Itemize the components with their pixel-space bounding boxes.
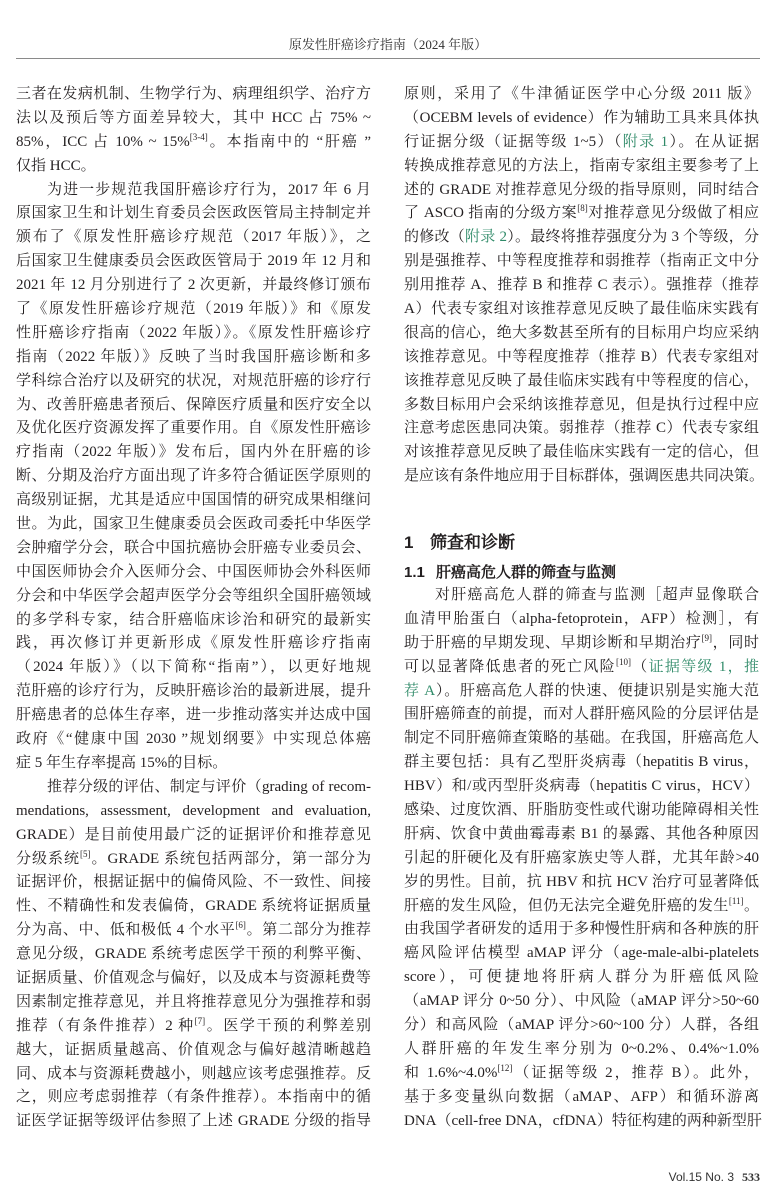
text-line xyxy=(404,1086,759,1110)
text-line xyxy=(404,1038,759,1062)
text-line xyxy=(16,1039,371,1063)
text-line xyxy=(16,274,371,298)
text-segment: （2024 年版）》（以下简称“指南”），以更好地规 xyxy=(16,659,371,676)
text-line xyxy=(16,441,371,465)
text-segment: 2021 年 12 月分别进行了 2 次更新，并最终修订颁布 xyxy=(16,277,371,294)
text-segment: （证据等级 2，推荐 B）。此外， xyxy=(512,1064,759,1081)
text-line xyxy=(16,776,371,800)
text-segment: 该推荐意见。中等程度推荐（推荐 B）代表专家组对 xyxy=(404,348,759,365)
citation-ref[interactable]: [8] xyxy=(577,203,588,214)
text-segment: 后国家卫生健康委员会医政医管局于 2019 年 12 月和 xyxy=(16,253,371,270)
text-segment: 多数目标用户会采纳该推荐意见，但是执行过程中应 xyxy=(404,396,759,413)
text-segment: 三者在发病机制、生物学行为、病理组织学、治疗方 xyxy=(16,86,371,102)
text-segment: 同、成本与资源耗费越小，则越应该考虑强推荐。反 xyxy=(16,1065,371,1082)
text-segment: 因素制定推荐意见，并且将推荐意见分为强推荐和弱 xyxy=(16,993,371,1010)
journal-issue: Vol.15 No. 3 xyxy=(668,1170,734,1184)
text-segment: 原则，采用了《牛津循证医学中心分级 2011 版》 xyxy=(404,86,759,102)
text-line xyxy=(404,656,759,680)
text-segment: 。医学干预的利弊差别 xyxy=(205,1017,371,1034)
cross-reference-link[interactable]: 附录 1 xyxy=(622,133,669,150)
text-segment: 越大，证据质量越高、价值观念与偏好越清晰越趋 xyxy=(16,1041,371,1058)
text-line xyxy=(404,83,759,107)
text-line xyxy=(404,370,759,394)
text-segment: 性、不精确性和发表偏倚，GRADE 系统将证据质量 xyxy=(16,898,371,915)
text-line xyxy=(404,179,759,203)
text-line xyxy=(16,1063,371,1087)
text-line xyxy=(16,704,371,728)
text-line xyxy=(16,465,371,489)
section-number: 1 xyxy=(404,533,414,552)
text-segment: 证据质量、价值观念与偏好，以及成本与资源耗费等 xyxy=(16,969,371,986)
text-line xyxy=(16,417,371,441)
text-line xyxy=(16,1086,371,1110)
text-segment: 引起的肝硬化及有肝癌家族史等人群，尤其年龄>40 xyxy=(404,849,759,866)
text-line xyxy=(16,155,371,179)
text-segment: 对推荐意见分级做了相应 xyxy=(587,205,759,222)
text-segment: 颁布了《原发性肝癌诊疗规范（2017 年版）》，之 xyxy=(16,229,371,246)
text-segment: 疗指南（2022 年版）》发布后，国内外在肝癌的诊 xyxy=(16,444,371,461)
text-line xyxy=(16,943,371,967)
citation-ref[interactable]: [3-4] xyxy=(189,131,208,142)
text-segment: 制定不同肝癌筛查策略的基础。在我国，肝癌高危人 xyxy=(404,730,759,747)
text-line xyxy=(404,632,759,656)
text-line xyxy=(16,919,371,943)
text-segment: ）。在从证据 xyxy=(668,133,759,150)
text-segment: 分为高、中、低和极低 4 个水平 xyxy=(16,922,236,939)
text-segment: 和 1.6%~4.0% xyxy=(404,1064,498,1081)
text-line xyxy=(404,799,759,823)
text-segment: 。第二部分为推荐 xyxy=(245,922,371,939)
text-segment: 分级系统 xyxy=(16,850,81,867)
text-line xyxy=(404,155,759,179)
text-segment: 人群肝癌的年发生率分别为 0~0.2%、0.4%~1.0% xyxy=(404,1040,759,1057)
text-line xyxy=(404,441,759,465)
citation-ref[interactable]: [9] xyxy=(701,632,712,643)
citation-ref[interactable]: [10] xyxy=(615,656,631,667)
text-segment: 。 xyxy=(743,897,759,914)
text-line xyxy=(404,346,759,370)
text-line xyxy=(404,274,759,298)
text-segment: 可以显著降低患者的死亡风险 xyxy=(404,658,616,675)
text-segment: ）。肝癌高危人群的快速、便捷识别是实施大范 xyxy=(435,682,759,699)
text-line xyxy=(16,226,371,250)
text-segment: 会肿瘤学分会，联合中国抗癌协会肝癌专业委员会、 xyxy=(16,539,371,556)
text-line xyxy=(16,131,371,155)
text-line xyxy=(404,847,759,871)
subsection-title: 肝癌高危人群的筛查与监测 xyxy=(436,564,617,581)
text-segment: ，同时 xyxy=(712,634,759,651)
text-line xyxy=(404,727,759,751)
text-line xyxy=(16,632,371,656)
text-line xyxy=(16,83,371,107)
text-line xyxy=(16,752,371,776)
right-column-bottom xyxy=(404,584,762,1133)
text-line xyxy=(16,561,371,585)
page-footer xyxy=(669,1170,760,1185)
text-line xyxy=(404,465,765,489)
text-segment: 分）和高风险（aMAP 评分>60~100 分）人群，各组 xyxy=(404,1017,759,1034)
text-segment: 肝癌患者的总体生存率，进一步推动落实并达成中国 xyxy=(16,707,371,724)
text-segment: 行证据分级（证据等级 1~5）（ xyxy=(404,133,623,150)
text-segment: 仅指 HCC。 xyxy=(16,157,96,174)
text-segment: 注意考虑医患同决策。弱推荐（推荐 C）代表专家组 xyxy=(404,420,759,437)
text-segment: 中国医师协会介入医师分会、中国医师协会外科医师 xyxy=(16,563,371,580)
text-line xyxy=(404,751,759,775)
text-segment: 基于多变量纵向数据（aMAP、AFP）和循环游离 xyxy=(404,1088,759,1105)
text-line xyxy=(404,942,759,966)
text-line xyxy=(404,394,759,418)
text-segment: 世。为此，国家卫生健康委员会医政司委托中华医学 xyxy=(16,516,371,533)
text-segment: 血清甲胎蛋白（alpha-fetoprotein，AFP）检测］，有 xyxy=(404,610,759,627)
text-segment: 指南（2022 年版）》反映了当时我国肝癌诊断和多 xyxy=(16,348,371,365)
text-segment: 意见分级，GRADE 系统考虑医学干预的利弊平衡、 xyxy=(16,946,371,963)
text-segment: A）代表专家组对该推荐意见反映了最佳临床实践有 xyxy=(404,301,759,318)
text-segment: 了 ASCO 指南的分级方案 xyxy=(404,205,578,222)
text-segment: 是应该有条件地应用于目标群体，强调医患共同决策。 xyxy=(404,468,765,485)
text-segment: 践，再次修订并更新形成《原发性肝癌诊疗指南 xyxy=(16,635,371,652)
text-segment: 很高的信心，绝大多数甚至所有的目标用户均应采纳 xyxy=(404,324,759,341)
text-segment: 政府《“健康中国 2030 ”规划纲要》中实现总体癌 xyxy=(16,731,371,748)
text-segment: 围肝癌筛查的前提，而对人群肝癌风险的分层评估是 xyxy=(404,706,759,723)
text-segment: 85%，ICC 占 10% ~ 15% xyxy=(16,133,190,150)
text-line xyxy=(16,537,371,561)
cross-reference-link[interactable]: 证据等级 1，推 xyxy=(648,658,759,675)
citation-ref[interactable]: [7] xyxy=(194,1015,206,1026)
text-segment: 原国家卫生和计划生育委员会医政医管局主持制定并 xyxy=(16,205,371,222)
text-line xyxy=(16,585,371,609)
text-segment: （aMAP 评分 0~50 分）、中风险（aMAP 评分>50~60 xyxy=(404,993,759,1010)
text-segment: 证医学证据等级评估参照了上述 GRADE 分级的指导 xyxy=(16,1113,371,1130)
text-segment: 症 5 年生存率提高 15%的目标。 xyxy=(16,754,228,771)
text-line xyxy=(404,226,759,250)
text-segment: HBV）和/或丙型肝炎病毒（hepatitis C virus，HCV） xyxy=(404,778,759,795)
text-segment: 之，则应考虑弱推荐（有条件推荐）。本指南中的循 xyxy=(16,1089,371,1106)
text-line xyxy=(16,1015,371,1039)
text-segment: 对该推荐意见反映了最佳临床实践有一定的信心，但 xyxy=(404,444,759,461)
text-line xyxy=(404,680,759,704)
text-segment: 。本指南中的 “肝癌 ” xyxy=(207,133,371,150)
text-line xyxy=(16,848,371,872)
text-line xyxy=(16,489,371,513)
text-line xyxy=(16,107,371,131)
text-line xyxy=(404,703,759,727)
text-segment: 别是强推荐、中等程度推荐和弱推荐（指南正文中分 xyxy=(404,253,759,270)
header-rule xyxy=(16,58,760,59)
text-segment: 肝病、饮食中黄曲霉毒素 B1 的暴露、其他各种原因 xyxy=(404,825,759,842)
cross-reference-link[interactable]: 荐 A xyxy=(404,682,436,699)
citation-ref[interactable]: [12] xyxy=(497,1062,513,1073)
text-line xyxy=(16,250,371,274)
text-segment: ）。最终将推荐强度分为 3 个等级，分 xyxy=(507,229,759,246)
text-line xyxy=(404,584,759,608)
text-segment: 证据评价，根据证据中的偏倚风险、不一致性、间接 xyxy=(16,874,371,891)
text-segment: 肝癌的发生风险，但仍无法完全避免肝癌的发生 xyxy=(404,897,729,914)
text-line xyxy=(16,656,371,680)
citation-ref[interactable]: [6] xyxy=(235,920,246,931)
text-segment: 学科综合治疗以及研究的状况，对规范肝癌的诊疗行 xyxy=(16,372,371,389)
text-segment: 及优化医疗资源发挥了重要作用。自《原发性肝癌诊 xyxy=(16,420,371,437)
text-line xyxy=(404,895,759,919)
text-line xyxy=(404,1110,762,1134)
subsection-number: 1.1 xyxy=(404,564,425,581)
left-column xyxy=(16,83,371,1134)
text-segment: 性肝癌诊疗指南（2022 年版）》。《原发性肝癌诊疗 xyxy=(16,324,371,341)
text-line xyxy=(404,871,759,895)
text-segment: 助于肝癌的早期发现、早期诊断和早期治疗 xyxy=(404,634,702,651)
text-line xyxy=(404,966,759,990)
text-line xyxy=(16,991,371,1015)
right-column-top xyxy=(404,83,765,489)
text-line xyxy=(404,918,759,942)
text-segment: score），可便捷地将肝病人群分为肝癌低风险 xyxy=(404,969,759,986)
text-segment: （ xyxy=(630,658,649,675)
citation-ref[interactable]: [11] xyxy=(728,895,744,906)
text-line xyxy=(404,202,759,226)
text-line xyxy=(16,609,371,633)
text-line xyxy=(16,179,371,203)
text-segment: GRADE）是目前使用最广泛的证据评价和推荐意见 xyxy=(16,826,371,843)
text-segment: 该推荐意见反映了最佳临床实践有中等程度的信心， xyxy=(404,372,759,389)
cross-reference-link[interactable]: 附录 2 xyxy=(465,229,507,246)
text-line xyxy=(404,250,759,274)
text-segment: 法以及预后等方面差异较大，其中 HCC 占 75% ~ xyxy=(16,109,371,126)
text-line xyxy=(404,1014,759,1038)
citation-ref[interactable]: [5] xyxy=(80,848,91,859)
text-segment: 推荐（有条件推荐）2 种 xyxy=(16,1017,195,1034)
text-segment: 了《原发性肝癌诊疗规范（2019 年版）》和《原发 xyxy=(16,301,371,318)
text-line xyxy=(16,824,371,848)
text-segment: 高级别证据，尤其是适应中国国情的研究成果相继问 xyxy=(16,492,371,509)
text-line xyxy=(16,370,371,394)
text-line xyxy=(16,680,371,704)
text-segment: 感染、过度饮酒、肝脂肪变性或代谢功能障碍相关性 xyxy=(404,802,759,819)
running-head: 原发性肝癌诊疗指南（2024 年版） xyxy=(288,37,488,52)
text-segment: 转换成推荐意见的方法上，指南专家组主要参考了上 xyxy=(404,157,759,174)
text-line xyxy=(16,895,371,919)
text-segment: 群主要包括：具有乙型肝炎病毒（hepatitis B virus， xyxy=(404,754,759,771)
text-line xyxy=(404,322,759,346)
text-line xyxy=(16,298,371,322)
text-line xyxy=(16,322,371,346)
text-line xyxy=(404,417,759,441)
text-line xyxy=(404,823,759,847)
text-line xyxy=(16,967,371,991)
text-segment: 范肝癌的诊疗行为，反映肝癌诊治的最新进展，提升 xyxy=(16,683,371,700)
text-line xyxy=(16,346,371,370)
section-heading xyxy=(404,528,515,553)
text-line xyxy=(404,1062,759,1086)
text-line xyxy=(16,394,371,418)
text-line xyxy=(16,202,371,226)
text-line xyxy=(16,728,371,752)
text-segment: mendations, assessment, development and evaluation, xyxy=(16,802,371,819)
text-line xyxy=(16,800,371,824)
text-segment: 的多学科专家，结合肝癌临床诊治和研究的最新实 xyxy=(16,611,371,628)
text-line xyxy=(404,131,759,155)
text-line xyxy=(404,298,759,322)
text-segment: 对肝癌高危人群的筛查与监测［超声显像联合 xyxy=(435,587,759,603)
text-segment: 由我国学者研发的适用于多种慢性肝病和各种族的肝 xyxy=(404,921,759,938)
text-segment: 的修改（ xyxy=(404,229,465,246)
text-segment: 述的 GRADE 对推荐意见分级的指导原则，同时结合 xyxy=(404,181,759,198)
text-segment: 推荐分级的评估、制定与评价（grading of recom- xyxy=(47,778,371,795)
subsection-heading xyxy=(404,561,616,582)
text-segment: （OCEBM levels of evidence）作为辅助工具来具体执 xyxy=(404,109,759,126)
text-segment: 断、分期及治疗方面出现了许多符合循证医学原则的 xyxy=(16,468,371,485)
text-segment: 为进一步规范我国肝癌诊疗行为，2017 年 6 月 xyxy=(47,181,371,198)
text-segment: 别用推荐 A、推荐 B 和推荐 C 表示）。强推荐（推荐 xyxy=(404,277,759,294)
text-segment: 为、改善肝癌患者预后、保障医疗质量和医疗安全以 xyxy=(16,396,371,413)
text-line xyxy=(404,608,759,632)
text-segment: DNA（cell-free DNA，cfDNA）特征构建的两种新型肝 xyxy=(404,1112,762,1129)
text-segment: 岁的男性。目前，抗 HBV 和抗 HCV 治疗可显著降低 xyxy=(404,873,759,890)
text-line xyxy=(404,775,759,799)
text-segment: 分会和中华医学会超声医学分会等组织全国肝癌领域 xyxy=(16,587,371,604)
page-number: 533 xyxy=(742,1170,760,1184)
text-line xyxy=(404,107,759,131)
text-line xyxy=(16,871,371,895)
text-segment: 癌风险评估模型 aMAP 评分（age-male-albi-platelets xyxy=(404,945,759,962)
text-segment: 。GRADE 系统包括两部分，第一部分为 xyxy=(90,850,371,867)
text-line xyxy=(16,1110,371,1134)
text-line xyxy=(404,990,759,1014)
text-line xyxy=(16,513,371,537)
section-title: 筛查和诊断 xyxy=(430,533,515,552)
